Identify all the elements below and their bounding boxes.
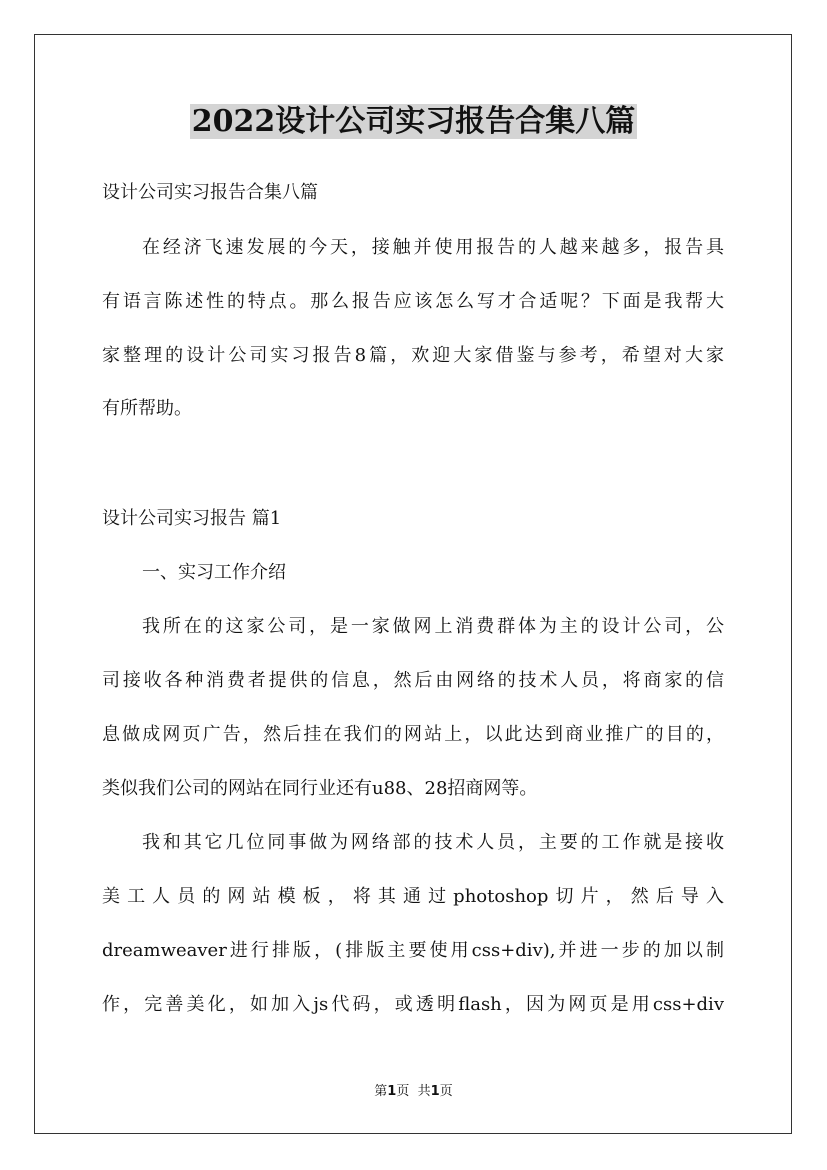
paragraph-line: 美工人员的网站模板，将其通过photoshop切片，然后导入: [102, 886, 724, 907]
paragraph-line: 司接收各种消费者提供的信息，然后由网络的技术人员，将商家的信: [102, 670, 724, 691]
subheading: 一、实习工作介绍: [142, 562, 286, 583]
document-title-text: 2022设计公司实习报告合集八篇: [191, 104, 636, 139]
total-pages: 1: [430, 1084, 440, 1099]
intro-line: 家整理的设计公司实习报告8篇，欢迎大家借鉴与参考，希望对大家: [102, 345, 724, 366]
paragraph-line: 类似我们公司的网站在同行业还有u88、28招商网等。: [102, 778, 538, 799]
paragraph-line: 我和其它几位同事做为网络部的技术人员，主要的工作就是接收: [142, 832, 724, 853]
paragraph-line: 息做成网页广告，然后挂在我们的网站上，以此达到商业推广的目的，: [102, 724, 724, 745]
total-suffix: 页: [439, 1084, 453, 1099]
intro-line: 在经济飞速发展的今天，接触并使用报告的人越来越多，报告具: [142, 237, 724, 258]
intro-line: 有语言陈述性的特点。那么报告应该怎么写才合适呢？下面是我帮大: [102, 291, 724, 312]
paragraph-line: 我所在的这家公司，是一家做网上消费群体为主的设计公司，公: [142, 616, 724, 637]
paragraph-line: 作，完善美化，如加入js代码，或透明flash，因为网页是用css+div: [102, 994, 724, 1015]
page-footer: [0, 1083, 827, 1101]
document-title: [0, 100, 827, 144]
document-subtitle: 设计公司实习报告合集八篇: [102, 182, 318, 203]
section-heading: 设计公司实习报告 篇1: [102, 508, 282, 529]
page-suffix: 页: [396, 1084, 410, 1099]
page-number: 1: [387, 1084, 397, 1099]
paragraph-line: dreamweaver进行排版，(排版主要使用css+div),并进一步的加以制: [102, 940, 724, 961]
page-prefix: 第: [374, 1084, 388, 1099]
total-prefix: 共: [417, 1084, 431, 1099]
intro-line: 有所帮助。: [102, 398, 192, 419]
